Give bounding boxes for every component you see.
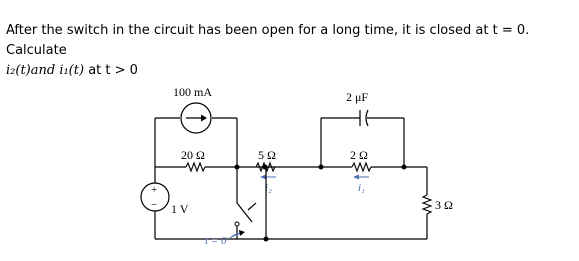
resistor-3-branch (423, 167, 453, 239)
voltage-source-label: 1 V (171, 202, 189, 216)
question-variables: i₂(t)and i₁(t) (6, 63, 85, 78)
i1-label: i₁ (358, 182, 365, 194)
resistor-2-label: 2 Ω (350, 148, 368, 162)
resistor-5-label: 5 Ω (258, 148, 276, 162)
resistor-3-symbol (423, 195, 431, 214)
question-condition: at t > 0 (84, 63, 138, 78)
resistor-3-label: 3 Ω (435, 198, 453, 212)
resistor-2-symbol (352, 163, 371, 171)
resistor-20-symbol (186, 163, 205, 171)
capacitor-label: 2 μF (346, 90, 369, 104)
i2-label: i₂ (265, 182, 272, 194)
voltage-source-plus: + (151, 184, 158, 196)
resistor-20-branch (155, 148, 265, 171)
current-source-label: 100 mA (173, 85, 212, 99)
resistor-5-branch (256, 148, 321, 239)
question-line-1: After the switch in the circuit has been open for a long time, it is closed at t = 0. Calculate (6, 23, 530, 58)
resistor-2-branch (321, 148, 427, 194)
switch-time-label: t = 0 (205, 235, 227, 247)
resistor-20-label: 20 Ω (181, 148, 205, 162)
voltage-source-branch (141, 167, 189, 239)
voltage-source-minus: − (151, 199, 158, 211)
switch (205, 167, 256, 247)
